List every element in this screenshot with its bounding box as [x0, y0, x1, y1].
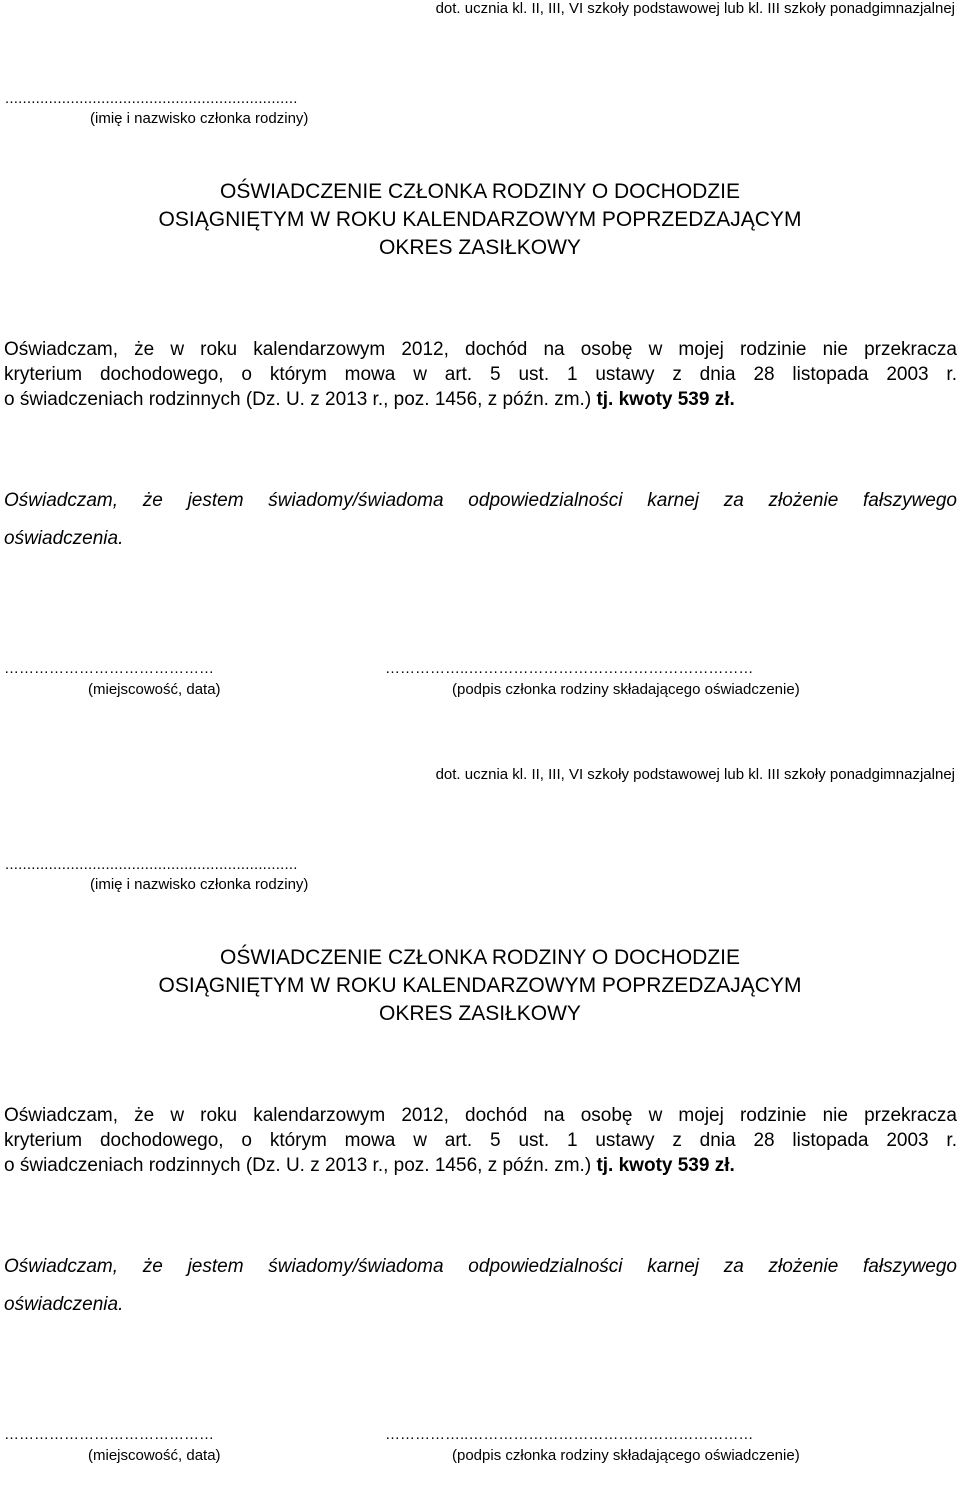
income-statement-line-2: kryterium dochodowego, o którym mowa w art. 5 ust. 1 ustawy z dnia 28 listopada 2003 r. — [4, 1130, 957, 1151]
responsibility-statement — [4, 1248, 957, 1324]
title-line-2: OSIĄGNIĘTYM W ROKU KALENDARZOWYM POPRZEDZAJĄCYM — [158, 974, 802, 997]
declaration-form-1 — [0, 0, 960, 743]
place-date-fill-line: …………………………………… — [4, 660, 214, 677]
income-amount: tj. kwoty 539 zł. — [596, 1155, 735, 1176]
place-date-caption: (miejscowość, data) — [88, 681, 221, 698]
signature-fill-line: ……………..………………………………………………… — [385, 1426, 754, 1443]
income-statement-line-3 — [4, 387, 957, 412]
income-statement — [4, 1103, 957, 1178]
name-caption: (imię i nazwisko członka rodziny) — [90, 110, 309, 127]
title-line-3: OKRES ZASIŁKOWY — [379, 1002, 581, 1025]
responsibility-line-2: oświadczenia. — [4, 1294, 124, 1315]
title-line-3: OKRES ZASIŁKOWY — [379, 236, 581, 259]
income-statement-line-3 — [4, 1153, 957, 1178]
title-line-1: OŚWIADCZENIE CZŁONKA RODZINY O DOCHODZIE — [220, 946, 740, 969]
title-line-1: OŚWIADCZENIE CZŁONKA RODZINY O DOCHODZIE — [220, 180, 740, 203]
name-fill-line: ................................................................... — [5, 856, 298, 873]
income-statement — [4, 337, 957, 412]
income-statement-text: o świadczeniach rodzinnych (Dz. U. z 2013 r., poz. 1456, z późn. zm.) — [4, 1155, 592, 1176]
place-date-fill-line: …………………………………… — [4, 1426, 214, 1443]
applicability-note: dot. ucznia kl. II, III, VI szkoły podstawowej lub kl. III szkoły ponadgimnazjalnej — [435, 766, 955, 783]
responsibility-line-1: Oświadczam, że jestem świadomy/świadoma odpowiedzialności karnej za złożenie fałszywego — [4, 490, 957, 511]
responsibility-statement — [4, 482, 957, 558]
title-line-2: OSIĄGNIĘTYM W ROKU KALENDARZOWYM POPRZEDZAJĄCYM — [158, 208, 802, 231]
signature-fill-line: ……………..………………………………………………… — [385, 660, 754, 677]
income-statement-line-2: kryterium dochodowego, o którym mowa w art. 5 ust. 1 ustawy z dnia 28 listopada 2003 r. — [4, 364, 957, 385]
signature-caption: (podpis członka rodziny składającego oświadczenie) — [452, 1447, 800, 1464]
declaration-title — [0, 944, 960, 1028]
place-date-caption: (miejscowość, data) — [88, 1447, 221, 1464]
applicability-note: dot. ucznia kl. II, III, VI szkoły podstawowej lub kl. III szkoły ponadgimnazjalnej — [435, 0, 955, 17]
income-statement-line-1: Oświadczam, że w roku kalendarzowym 2012, dochód na osobę w mojej rodzinie nie przekracza — [4, 1105, 957, 1126]
responsibility-line-2: oświadczenia. — [4, 528, 124, 549]
declaration-title — [0, 178, 960, 262]
responsibility-line-1: Oświadczam, że jestem świadomy/świadoma odpowiedzialności karnej za złożenie fałszywego — [4, 1256, 957, 1277]
income-statement-line-1: Oświadczam, że w roku kalendarzowym 2012, dochód na osobę w mojej rodzinie nie przekracza — [4, 339, 957, 360]
signature-caption: (podpis członka rodziny składającego oświadczenie) — [452, 681, 800, 698]
declaration-form-2 — [0, 766, 960, 1509]
name-caption: (imię i nazwisko członka rodziny) — [90, 876, 309, 893]
income-statement-text: o świadczeniach rodzinnych (Dz. U. z 2013 r., poz. 1456, z późn. zm.) — [4, 389, 592, 410]
name-fill-line: ................................................................... — [5, 90, 298, 107]
income-amount: tj. kwoty 539 zł. — [596, 389, 735, 410]
